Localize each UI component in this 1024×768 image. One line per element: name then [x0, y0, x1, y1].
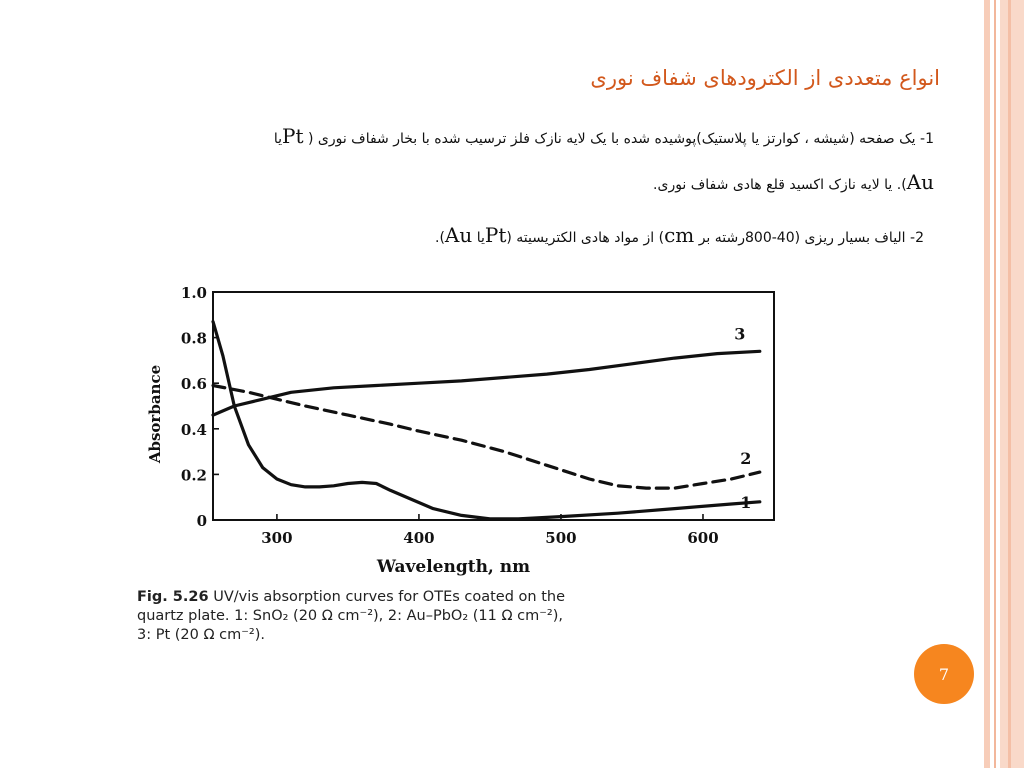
x-tick-label: 400: [403, 529, 435, 547]
x-tick-label: 300: [261, 529, 293, 547]
y-tick-label: 0.8: [180, 329, 207, 348]
caption-line-3: 3: Pt (20 Ω cm⁻²).: [137, 627, 265, 643]
pt-term: Pt: [282, 124, 304, 148]
pt-term: Pt: [484, 223, 507, 247]
x-tick-label: 600: [687, 529, 719, 547]
series-1-label: 1: [740, 492, 752, 512]
page-number-badge: 7: [914, 644, 974, 704]
paragraph-1: [50, 124, 934, 151]
paragraph-1b-text: ). یا لایه نازک اکسید قلع هادی شفاف نوری.: [653, 177, 907, 193]
x-axis-label: Wavelength, nm: [376, 557, 531, 577]
y-tick-label: 0: [196, 512, 207, 530]
y-tick-label: 0.6: [180, 375, 207, 394]
series-2-line: [213, 386, 760, 489]
paragraph-2-mid: ) از مواد هادی الکتریسیته (: [506, 230, 665, 246]
paragraph-2: [50, 223, 924, 250]
paragraph-2-end: ).: [435, 230, 445, 246]
paragraph-2-or: یا: [472, 230, 485, 246]
absorbance-chart: [120, 270, 800, 585]
y-axis-label: Absorbance: [146, 364, 164, 464]
figure-label: Fig. 5.26: [137, 589, 209, 605]
decor-stripe: [984, 0, 990, 768]
cm-unit: cm: [664, 223, 695, 247]
paragraph-1-tail: یا: [273, 131, 283, 147]
au-term: Au: [906, 170, 934, 194]
y-tick-label: 0.2: [180, 466, 207, 485]
slide-title: انواع متعددی از الکترودهای شفاف نوری: [590, 66, 940, 90]
figure-caption: [137, 588, 777, 645]
series-1-line: [213, 322, 760, 519]
decor-stripe: [1008, 0, 1011, 768]
series-2-label: 2: [740, 449, 752, 469]
caption-line-1: UV/vis absorption curves for OTEs coated on the: [213, 589, 566, 605]
paragraph-1-continued: [50, 170, 934, 197]
decor-stripe: [1000, 0, 1024, 768]
y-tick-label: 1.0: [180, 284, 207, 302]
au-term: Au: [444, 223, 473, 247]
x-tick-label: 500: [545, 529, 577, 547]
caption-line-2: quartz plate. 1: SnO₂ (20 Ω cm⁻²), 2: Au–PbO₂ (11 Ω cm⁻²),: [137, 608, 563, 624]
paragraph-2-text: 2- الیاف بسیار ریزی (40-800رشته بر: [694, 230, 924, 246]
decor-stripe: [994, 0, 996, 768]
y-tick-label: 0.4: [180, 420, 207, 439]
paragraph-1-text: 1- یک صفحه (شیشه ، کوارتز یا پلاستیک)پوشیده شده با یک لایه نازک فلز ترسیب شده با بخار شفاف نوری (: [303, 131, 934, 147]
series-3-label: 3: [734, 324, 746, 344]
series-3-line: [213, 351, 760, 415]
